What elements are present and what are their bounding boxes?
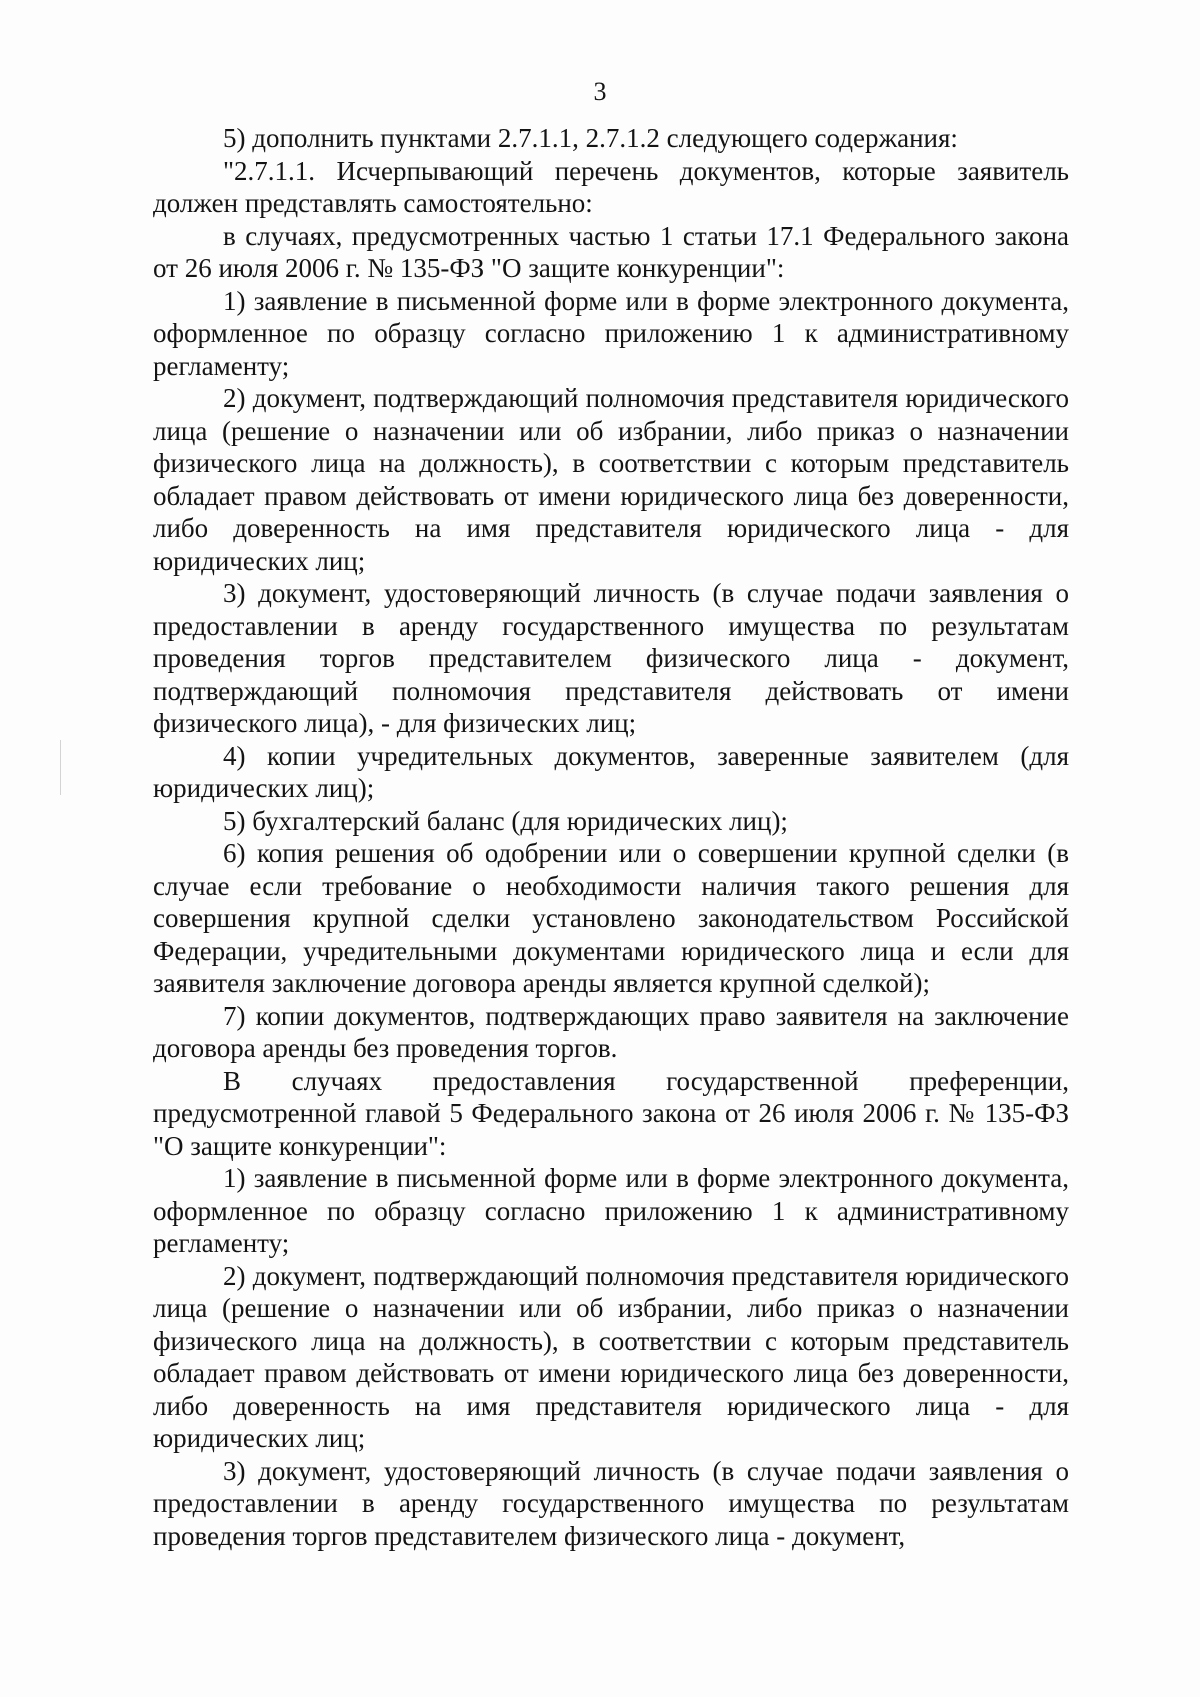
paragraph-case-preference: В случаях предоставления государственной преференции, предусмотренной главой 5 Федерального закона от 26 июля 2006 г. № 135-ФЗ "О защите конкуренции": [153, 1065, 1069, 1161]
page-number: 3 [593, 77, 607, 106]
list-item-identity-document: 3) документ, удостоверяющий личность (в случае подачи заявления о предоставлении в аренду государственного имущества по результатам проведения торгов представителем физического лица - документ, подтверждающий полномочия представителя действовать от имени физического лица), - для физических лиц; [153, 578, 1069, 738]
list-item-right-documents: 7) копии документов, подтверждающих право заявителя на заключение договора аренды без проведения торгов. [153, 1000, 1069, 1063]
list-item-identity-document-2: 3) документ, удостоверяющий личность (в случае подачи заявления о предоставлении в аренду государственного имущества по результатам проведения торгов представителем физического лица - документ, [153, 1455, 1069, 1551]
document-body [153, 122, 1069, 1552]
list-item-authority-document-2: 2) документ, подтверждающий полномочия представителя юридического лица (решение о назначении или об избрании, либо приказ о назначении физического лица на должность), в соответствии с которым представитель обладает правом действовать от имени юридического лица без доверенности, либо доверенность на имя представителя юридического лица - для юридических лиц; [153, 1260, 1069, 1453]
list-item-major-deal-approval: 6) копия решения об одобрении или о совершении крупной сделки (в случае если требование о необходимости наличия такого решения для совершения крупной сделки установлено законодательством Российской Федерации, учредительными документами юридического лица и если для заявителя заключение договора аренды является крупной сделкой); [153, 838, 1069, 998]
list-item-application: 1) заявление в письменной форме или в форме электронного документа, оформленное по образцу согласно приложению 1 к административному регламенту; [153, 285, 1069, 381]
list-item-authority-document: 2) документ, подтверждающий полномочия представителя юридического лица (решение о назначении или об избрании, либо приказ о назначении физического лица на должность), в соответствии с которым представитель обладает правом действовать от имени юридического лица без доверенности, либо доверенность на имя представителя юридического лица - для юридических лиц; [153, 383, 1069, 576]
list-item-founding-documents: 4) копии учредительных документов, заверенные заявителем (для юридических лиц); [153, 740, 1069, 803]
paragraph-amendment-intro: 5) дополнить пунктами 2.7.1.1, 2.7.1.2 следующего содержания: [223, 123, 958, 153]
paragraph-case-article-17-1: в случаях, предусмотренных частью 1 статьи 17.1 Федерального закона от 26 июля 2006 г. № 135-ФЗ "О защите конкуренции": [153, 220, 1069, 283]
list-item-application-2: 1) заявление в письменной форме или в форме электронного документа, оформленное по образцу согласно приложению 1 к административному регламенту; [153, 1163, 1069, 1258]
paragraph-2-7-1-1-heading: "2.7.1.1. Исчерпывающий перечень документов, которые заявитель должен представлять самостоятельно: [153, 155, 1069, 218]
list-item-balance-sheet: 5) бухгалтерский баланс (для юридических лиц); [223, 805, 788, 836]
scan-artifact-line [60, 740, 61, 795]
